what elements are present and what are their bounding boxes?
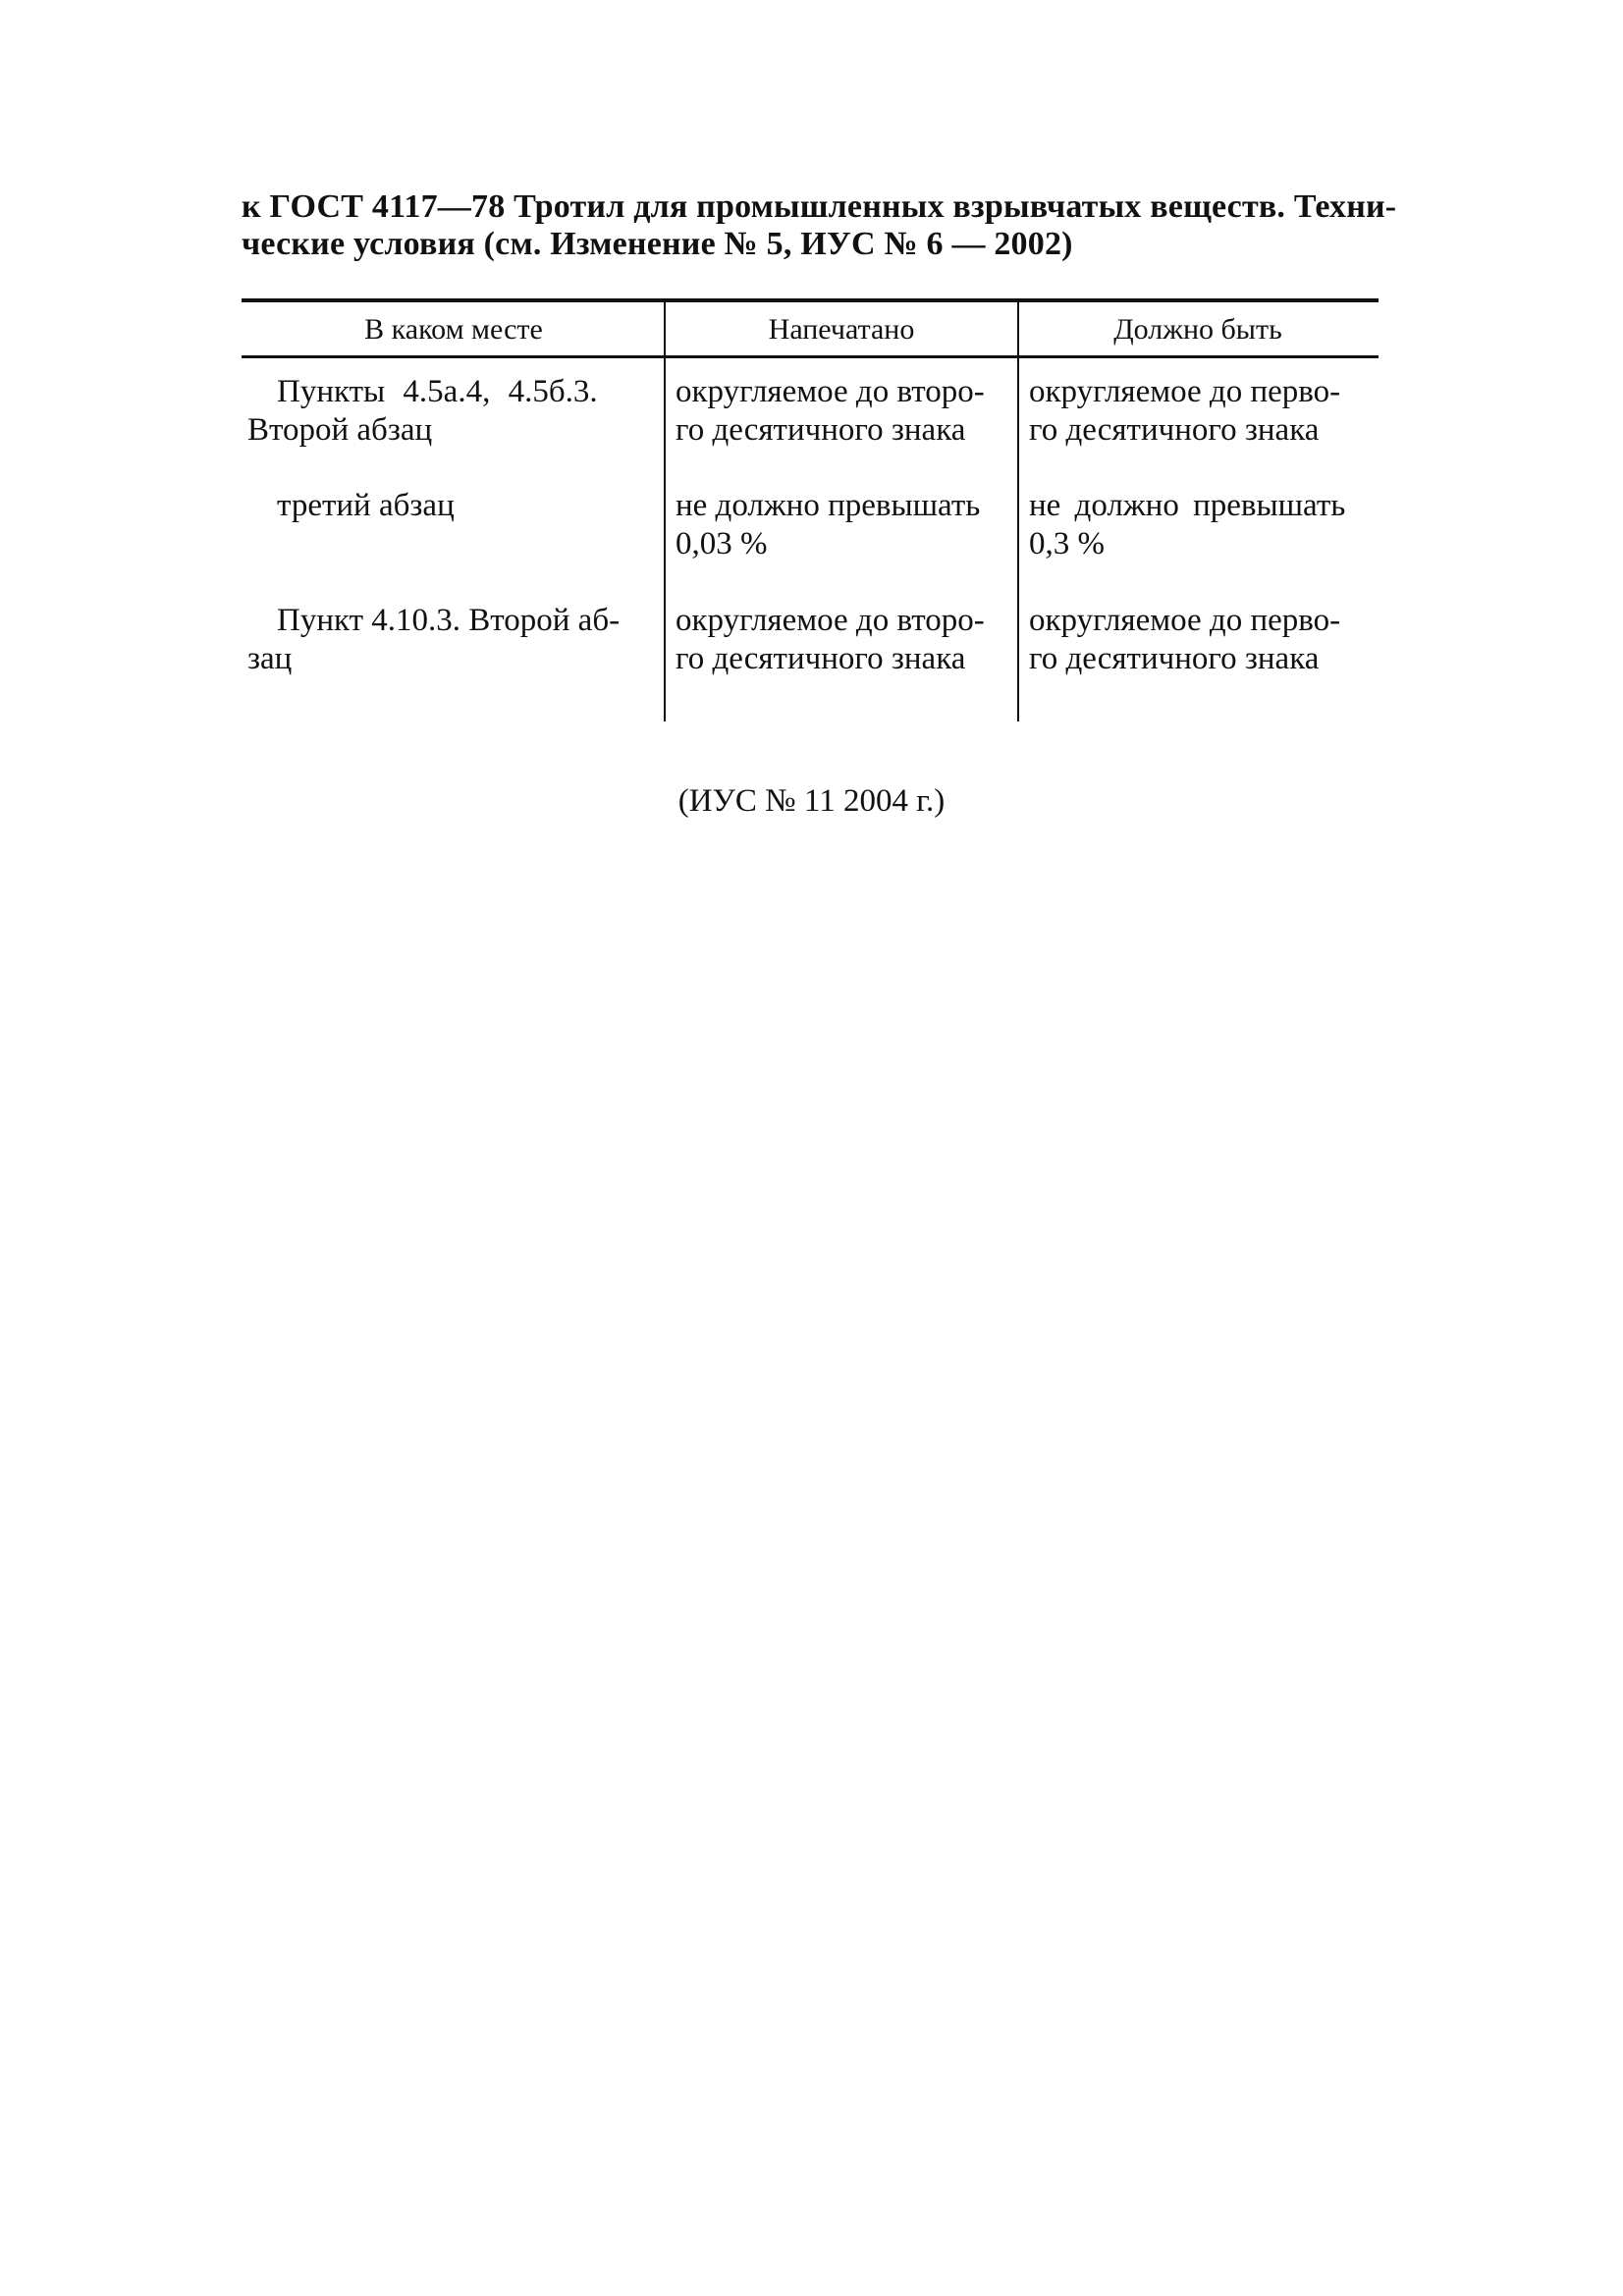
cell-line: го десятичного знака <box>1029 412 1320 448</box>
cell-line: го десятичного знака <box>676 412 966 448</box>
cell-line: третий абзац <box>277 488 455 523</box>
cell-line: 0,3 % <box>1029 526 1105 561</box>
cell-line: не должно превышать <box>1029 488 1346 523</box>
cell-line: Пункты 4.5а.4, 4.5б.3. <box>277 374 598 409</box>
table-cell-should-be <box>1029 373 1379 450</box>
document-heading <box>242 188 1397 263</box>
column-header-printed: Напечатано <box>768 313 915 346</box>
column-divider <box>1017 302 1019 721</box>
cell-line: зац <box>247 641 293 676</box>
cell-line: округляемое до второ- <box>676 603 985 638</box>
column-header-should-be: Должно быть <box>1113 313 1282 346</box>
source-footnote: (ИУС № 11 2004 г.) <box>677 783 946 819</box>
column-header-place: В каком месте <box>364 313 543 346</box>
table-header <box>242 302 1379 358</box>
table-cell-place <box>242 602 658 678</box>
table-cell-printed <box>676 373 1013 450</box>
table-cell-should-be <box>1029 602 1379 678</box>
column-divider <box>664 302 666 721</box>
heading-line: ческие условия (см. Изменение № 5, ИУС № 6 — 2002) <box>242 226 1073 262</box>
errata-table <box>242 298 1379 721</box>
cell-line: Пункт 4.10.3. Второй аб- <box>277 603 621 638</box>
cell-line: округляемое до перво- <box>1029 374 1341 409</box>
cell-line: го десятичного знака <box>676 641 966 676</box>
table-cell-printed <box>676 602 1013 678</box>
table-cell-place <box>242 373 658 450</box>
table-cell-printed <box>676 487 1013 563</box>
table-cell-place <box>242 487 658 525</box>
cell-line: 0,03 % <box>676 526 768 561</box>
cell-line: Второй абзац <box>247 412 433 448</box>
table-cell-should-be <box>1029 487 1379 563</box>
cell-line: округляемое до второ- <box>676 374 985 409</box>
cell-line: го десятичного знака <box>1029 641 1320 676</box>
cell-line: не должно превышать <box>676 488 981 523</box>
heading-line: к ГОСТ 4117—78 Тротил для промышленных взрывчатых веществ. Техни- <box>242 188 1397 225</box>
cell-line: округляемое до перво- <box>1029 603 1341 638</box>
